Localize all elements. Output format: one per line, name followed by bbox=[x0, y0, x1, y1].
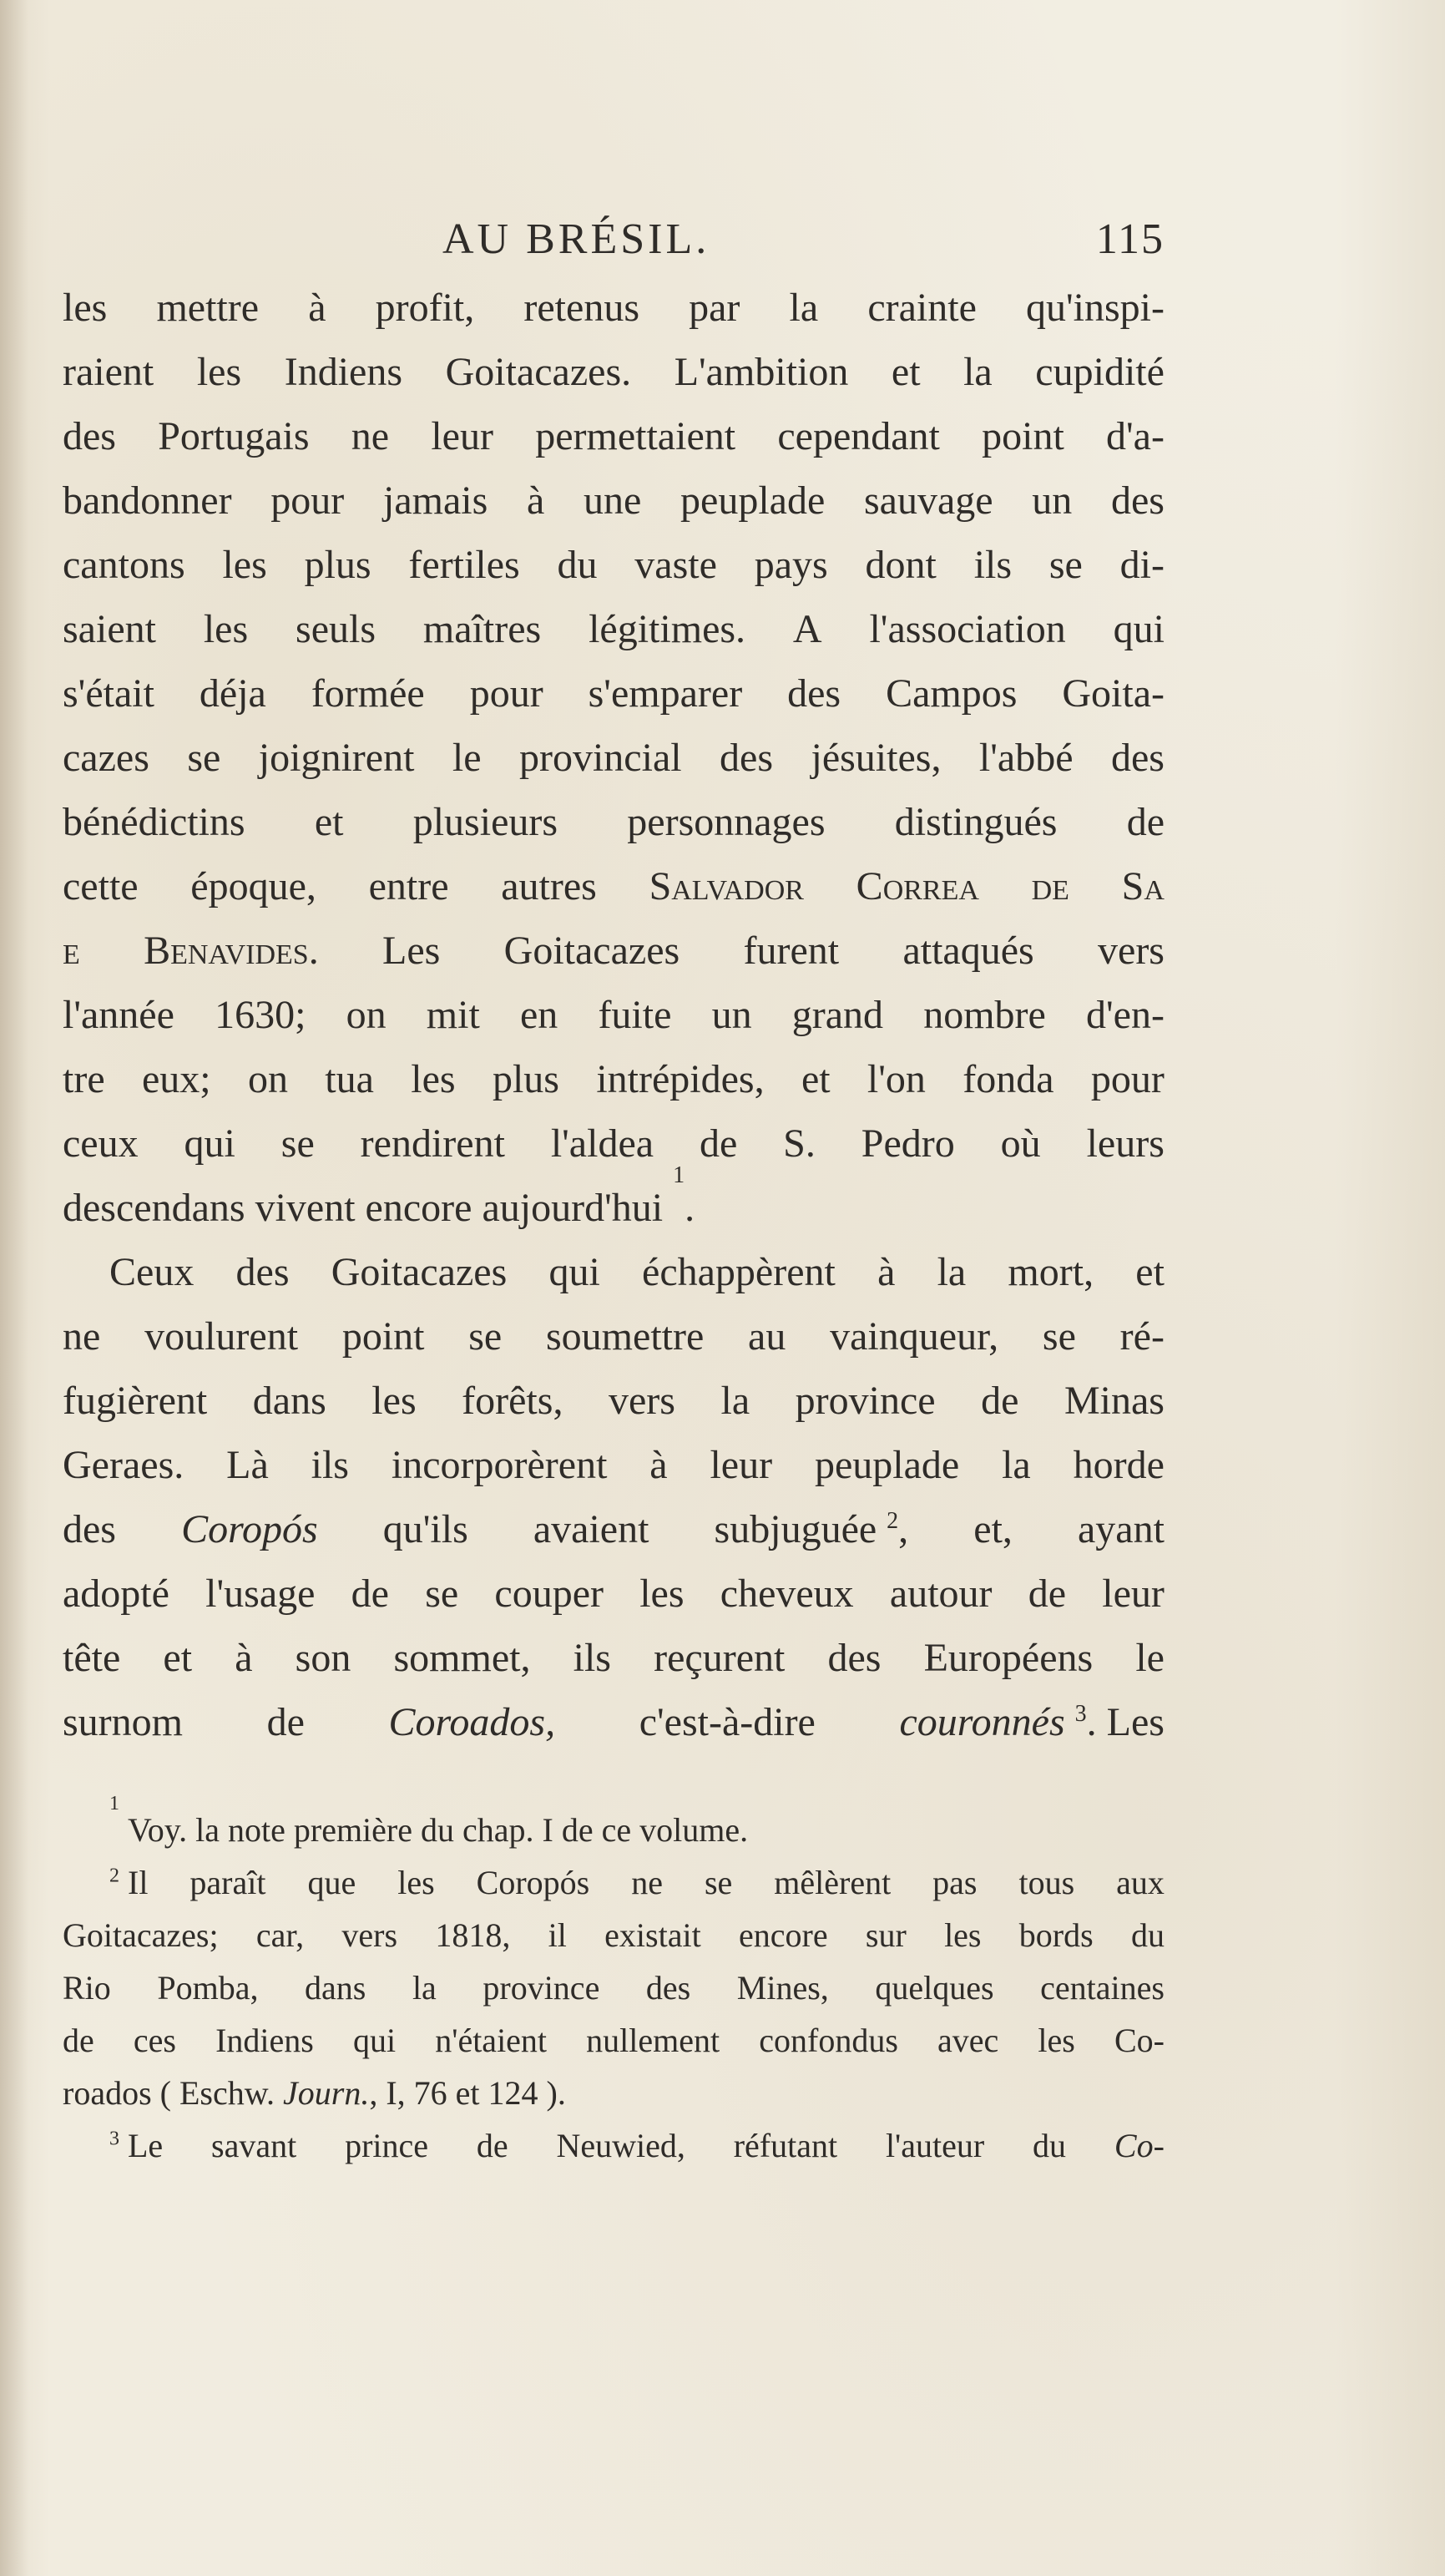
person-name: Sa bbox=[1121, 864, 1165, 908]
footnote-mark: 2 bbox=[109, 1865, 119, 1887]
term-italic: couronnés bbox=[899, 1700, 1065, 1744]
footnote-mark: 1 bbox=[109, 1793, 119, 1814]
text-line: des Portugais ne leur permettaient cependant point d'a- bbox=[63, 414, 1165, 458]
footnote-ref: 2 bbox=[887, 1508, 899, 1534]
text-line: adopté l'usage de se couper les cheveux autour de leur bbox=[63, 1571, 1165, 1616]
text-line: les mettre à profit, retenus par la crainte qu'inspi- bbox=[63, 286, 1165, 330]
text-line: ne voulurent point se soumettre au vainqueur, se ré- bbox=[63, 1314, 1165, 1359]
text-line: raient les Indiens Goitacazes. L'ambition et la cupidité bbox=[63, 350, 1165, 394]
text-line: e Benavides. Les Goitacazes furent attaqués vers bbox=[63, 919, 1165, 983]
person-name: Benavides. bbox=[144, 929, 319, 973]
text-line: descendans vivent encore aujourd'hui 1 . bbox=[63, 1176, 1165, 1240]
text-line: s'était déja formée pour s'emparer des Campos Goita- bbox=[63, 671, 1165, 716]
page-number: 115 bbox=[1095, 215, 1165, 263]
tribe-name: Coropós bbox=[181, 1507, 318, 1551]
page-gutter-shadow bbox=[0, 0, 28, 2576]
body-text bbox=[63, 276, 1165, 1754]
running-title: AU BRÉSIL. bbox=[442, 215, 710, 263]
text-line: fugièrent dans les forêts, vers la province de Minas bbox=[63, 1379, 1165, 1423]
footnote-ref: 3 bbox=[1074, 1701, 1087, 1727]
text-line: Ceux des Goitacazes qui échappèrent à la mort, et bbox=[109, 1250, 1165, 1294]
footnotes bbox=[63, 1793, 1165, 2172]
footnote-1: 1 Voy. la note première du chap. I de ce volume. bbox=[63, 1804, 1165, 1856]
text-line: des Coropós qu'ils avaient subjuguée $^2$, et, ayant bbox=[63, 1497, 1165, 1561]
text-line: surnom de Coroados, c'est-à-dire couronnés $^3$. Les bbox=[63, 1690, 1165, 1754]
person-name: Salvador bbox=[649, 864, 804, 908]
footnote-mark: 3 bbox=[109, 2128, 119, 2150]
page-header bbox=[63, 210, 1165, 269]
footnote-line: Goitacazes; car, vers 1818, il existait encore sur les bords du bbox=[63, 1916, 1165, 1954]
text-line: cantons les plus fertiles du vaste pays dont ils se di- bbox=[63, 543, 1165, 587]
text-line: bandonner pour jamais à une peuplade sauvage un des bbox=[63, 478, 1165, 523]
text-line: cette époque, entre autres Salvador Correa de Sa bbox=[63, 854, 1165, 919]
term-italic: Coroados, bbox=[388, 1700, 556, 1744]
footnote-line: de ces Indiens qui n'étaient nullement confondus avec les Co- bbox=[63, 2022, 1165, 2059]
text-line: saient les seuls maîtres légitimes. A l'association qui bbox=[63, 607, 1165, 651]
text-line: Geraes. Là ils incorporèrent à leur peuplade la horde bbox=[63, 1443, 1165, 1487]
text-line: bénédictins et plusieurs personnages distingués de bbox=[63, 800, 1165, 844]
journal-title: Journ. bbox=[283, 2074, 370, 2112]
text-line: ceux qui se rendirent l'aldea de S. Pedro où leurs bbox=[63, 1121, 1165, 1166]
footnote-line: roados ( Eschw. Journ. , I, 76 et 124 ). bbox=[63, 2067, 1165, 2119]
text-line: cazes se joignirent le provincial des jésuites, l'abbé des bbox=[63, 736, 1165, 780]
text-line: tre eux; on tua les plus intrépides, et l'on fonda pour bbox=[63, 1057, 1165, 1101]
term-italic: Co- bbox=[1114, 2127, 1165, 2164]
person-name: e bbox=[63, 929, 80, 973]
person-name: de bbox=[1031, 864, 1069, 908]
footnote-line: Rio Pomba, dans la province des Mines, quelques centaines bbox=[63, 1969, 1165, 2007]
footnote-2: $^2$ Il paraît que les Coropós ne se mêlèrent pas tous aux bbox=[109, 1864, 1165, 1901]
text-line: tête et à son sommet, ils reçurent des Européens le bbox=[63, 1636, 1165, 1680]
person-name: Correa bbox=[856, 864, 979, 908]
footnote-ref: 1 bbox=[673, 1162, 685, 1188]
text-line: l'année 1630; on mit en fuite un grand nombre d'en- bbox=[63, 993, 1165, 1037]
footnote-3: $^3$ Le savant prince de Neuwied, réfutant l'auteur du Co- bbox=[63, 2119, 1165, 2172]
